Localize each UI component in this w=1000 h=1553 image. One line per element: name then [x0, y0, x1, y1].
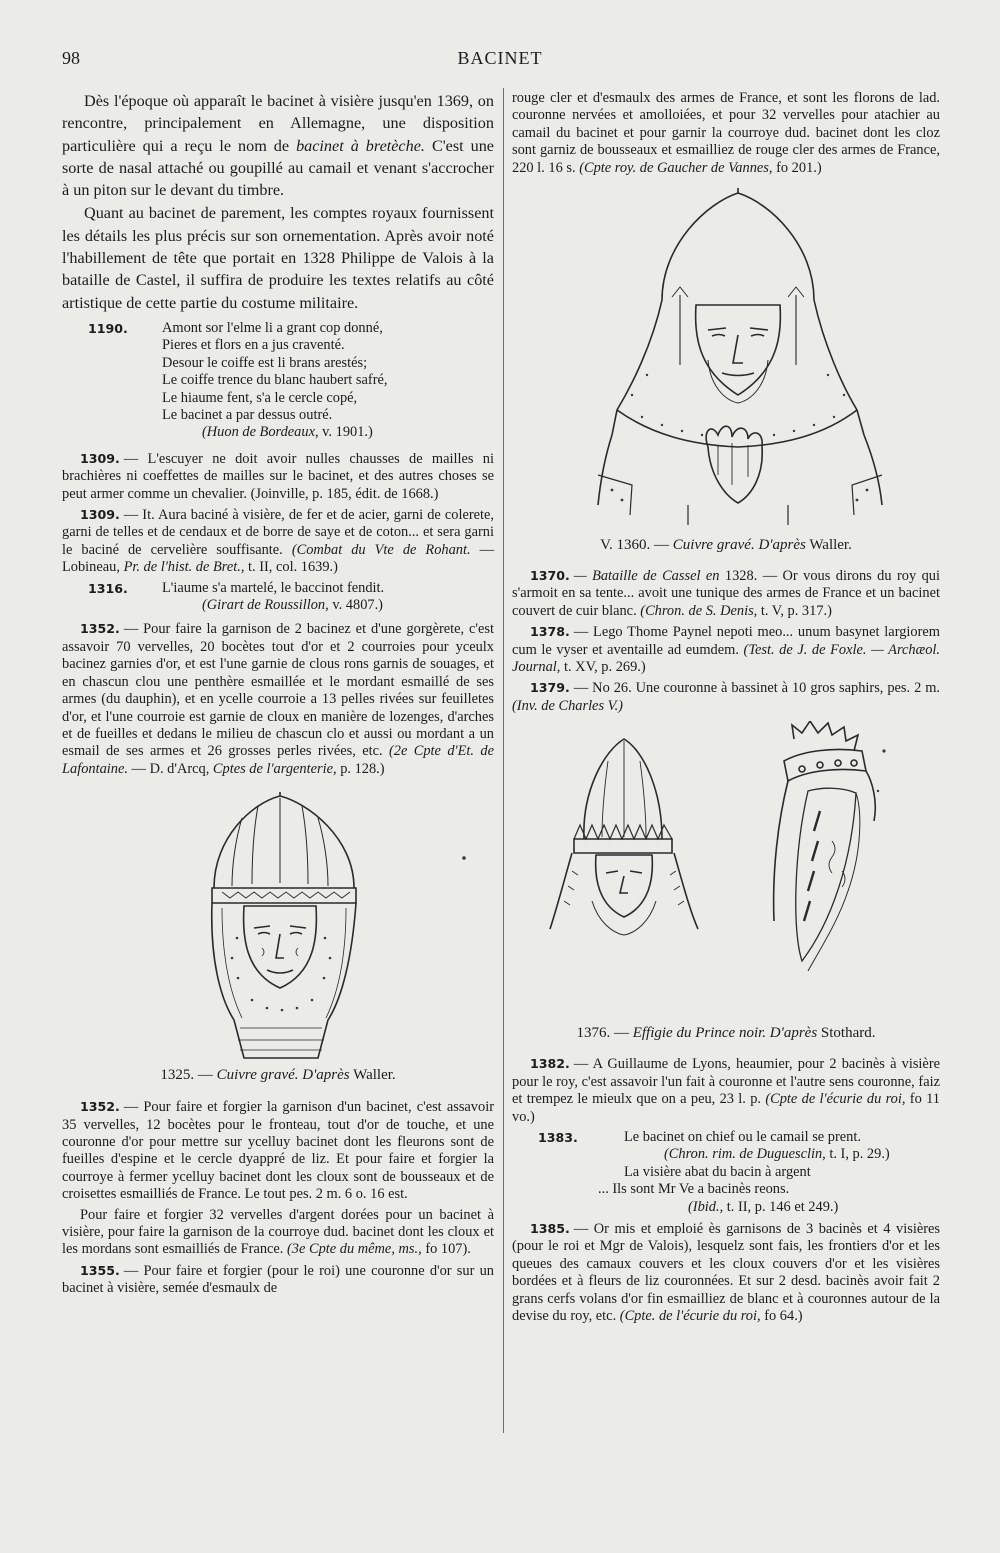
bacinet-1325-illustration: [62, 788, 494, 1063]
citation: (Girart de Roussillon, v. 4807.): [202, 597, 383, 614]
citation: (Ibid., t. II, p. 146 et 249.): [688, 1198, 839, 1215]
figure-caption: V. 1360. — Cuivre gravé. D'après Waller.: [600, 537, 852, 554]
column-divider: [503, 88, 504, 1433]
entry-year: 1383.: [538, 1129, 578, 1145]
verse-line: Le hiaume fent, s'a le cercle copé,: [162, 389, 358, 406]
bacinet-1360-illustration: [512, 185, 940, 530]
entry-1355: 1355. — Pour faire et forgier (pour le roi) une couronne d'or sur un bacinet à visière, semée d'esmaulx de: [62, 1262, 494, 1297]
entry-1316: [62, 580, 494, 615]
verse-line: L'iaume s'a martelé, le baccinot fendit.: [162, 579, 385, 596]
entry-1190: [62, 320, 494, 442]
continued-entry-1355: rouge cler et d'esmaulx des armes de France, et sont les florons de lad. couronne nervées et amolloiées, et pour 32 vervelles pour atachier au camail du bacinet et pour garnir la courroye dud. bacinet dont les cloz sont garniz de bousseaux et esmailliez de rouge cler des armes de France, 220 l. 16 s. (Cpte roy. de Gaucher de Vannes, fo 201.): [512, 90, 940, 176]
verse-line: Le bacinet a par dessus outré.: [162, 407, 333, 423]
verse-line: ... Ils sont Mr Ve a bacinès reons.: [598, 1181, 790, 1198]
entry-1352-c: Pour faire et forgier 32 vervelles d'argent dorées pour un bacinet à visière, pour faire la garnison de la courroye dud. bacinet dont les cloux et les mordans sont esmailliés de France. (3e Cpte du même, ms., fo 107).: [62, 1206, 494, 1258]
verse-lines: [598, 1128, 940, 1216]
running-title: BACINET: [457, 48, 543, 68]
entry-1385: 1385. — Or mis et emploié ès garnisons de 3 bacinès et 4 visières (pour le roi et Mgr de Valois), lesquelz sont fais, les frontiers d'or et les queues des camaux couvers et les cloux couvers d'or et les visières bordées et à fleurs de liz couronnées. Et sur 2 desd. bacinès avoir fait 2 grans cerfs volans d'or fin esmailliez de blanc et à couronnes autour de la devise du roy, etc. (Cpte. de l'écurie du roi, fo 64.): [512, 1220, 940, 1324]
entry-year: 1190.: [88, 320, 128, 336]
entry-1309-a: 1309. — L'escuyer ne doit avoir nulles chausses de mailles ni brachières ni coeffettes de mailles sur le bacinet, et des autres choses se peut armer comme un chevalier. (Joinville, p. 185, édit. de 1668.): [62, 450, 494, 502]
verse-line: Le coiffe trence du blanc haubert safré,: [162, 372, 388, 389]
black-prince-effigy-illustration: [512, 721, 940, 1016]
citation: (Chron. rim. de Duguesclin, t. I, p. 29.): [664, 1146, 890, 1163]
entry-1382: 1382. — A Guillaume de Lyons, heaumier, pour 2 bacinès à visière pour le roy, c'est assavoir l'un fait à couronne et l'autre sens couronne, faiz et trempez le mieulx que on a peu, 23 l. p. (Cpte de l'écurie du roi, fo 11 vo.): [512, 1056, 940, 1125]
entry-1352-a: 1352. — Pour faire la garnison de 2 bacinez et d'une gorgèrete, c'est assavoir 70 vervelles, 20 bocètes tout d'or et 2 courroies pour yceulx bacinez garnies d'or, et est l'une garnie de clous rons garnis de souages, et en chascun clou une penthère esmaillée et le mordant esmaillé de ses armes (du dauphin), et en ycelle courroie a 13 pelles rivées sur feuilletes d'or, et l'une courroie est garnie de cloux en manière de lozenges, d'arches et de fueilles et dedans le milieu de chascun clo et aussi ou mordant a un esmail de ses armes et 26 grosses perles rivées, etc. (2e Cpte d'Et. de Lafontaine. — D. d'Arcq, Cptes de l'argenterie, p. 128.): [62, 621, 494, 777]
entry-1370: 1370. — Bataille de Cassel en 1328. — Or vous dirons du roy qui s'armoit en sa tente... avoit une tunique des armes de France et un bacinet couvert de cuir blanc. (Chron. de S. Denis, t. V, p. 317.): [512, 568, 940, 619]
verse-line: La visière abat du bacin à argent: [624, 1163, 811, 1180]
verse-lines: [162, 320, 494, 442]
figure-1360: [512, 185, 940, 557]
entry-year: 1316.: [88, 580, 128, 596]
entry-1309-b: 1309. — It. Aura baciné à visière, de fer et de acier, garni de colerete, garni de telles et de cendaux et de borre de saye et de coton... et sera garni le baciné de cervelière souffisante. (Combat du Vte de Rohant. — Lobineau, Pr. de l'hist. de Bret., t. II, col. 1639.): [62, 507, 495, 576]
citation: (Huon de Bordeaux, v. 1901.): [202, 424, 373, 441]
verse-line: Desour le coiffe est li brans arestés;: [162, 354, 368, 371]
entry-1352-b: 1352. — Pour faire et forgier la garnison d'un bacinet, c'est assavoir 35 vervelles, 12 bocètes pour le fronteau, tout d'or de touche, et une couronne d'or pour mettre sur ycelluy bacinet dont les fleurons sont de fueilles d'espine et le cercle dyappré de liz. Et pour faire et forgier la courroye à fermer ycelluy bacinet dont les cloux sont de bousseaux et de croisettes esmailliés de France. Le tout pes. 2 m. 6 o. 16 est.: [62, 1099, 494, 1203]
entry-1379: 1379. — No 26. Une couronne à bassinet à 10 gros saphirs, pes. 2 m. (Inv. de Charles V.): [512, 680, 940, 714]
figure-caption: 1376. — Effigie du Prince noir. D'après Stothard.: [576, 1025, 876, 1042]
verse-lines: [162, 580, 494, 615]
entry-1378: 1378. — Lego Thome Paynel nepoti meo... unum basynet largiorem cum le vyser et aventaille ad eumdem. (Test. de J. de Foxle. — Archæol. Journal, t. XV, p. 269.): [512, 624, 941, 676]
right-column: [512, 90, 940, 1328]
left-column: [62, 90, 494, 1301]
intro-paragraph-2: Quant au bacinet de parement, les comptes royaux fournissent les détails les plus précis sur son ornementation. Après avoir noté l'habillement de tête que portait en 1328 Philippe de Valois à la bataille de Castel, il suffira de produire les textes relatifs au côté artistique de cette partie du costume militaire.: [62, 204, 494, 312]
figure-1325: [62, 788, 494, 1098]
figure-caption: 1325. — Cuivre gravé. D'après Waller.: [160, 1067, 396, 1084]
page-header: [0, 48, 1000, 74]
figure-1376: [512, 721, 940, 1051]
verse-line: Pieres et flors en a jus craventé.: [162, 337, 345, 354]
intro-paragraph-1: Dès l'époque où apparaît le bacinet à visière jusqu'en 1369, on rencontre, principalement en Allemagne, une disposition particulière qui a reçu le nom de bacinet à bretèche. C'est une sorte de nasal attaché ou goupillé au camail et venant s'accrocher à un piton sur le devant du timbre.: [62, 92, 494, 200]
verse-line: Amont sor l'elme li a grant cop donné,: [162, 319, 383, 336]
verse-line: Le bacinet on chief ou le camail se prent.: [624, 1128, 861, 1145]
entry-1383: [512, 1129, 940, 1216]
page-number: 98: [62, 48, 80, 68]
